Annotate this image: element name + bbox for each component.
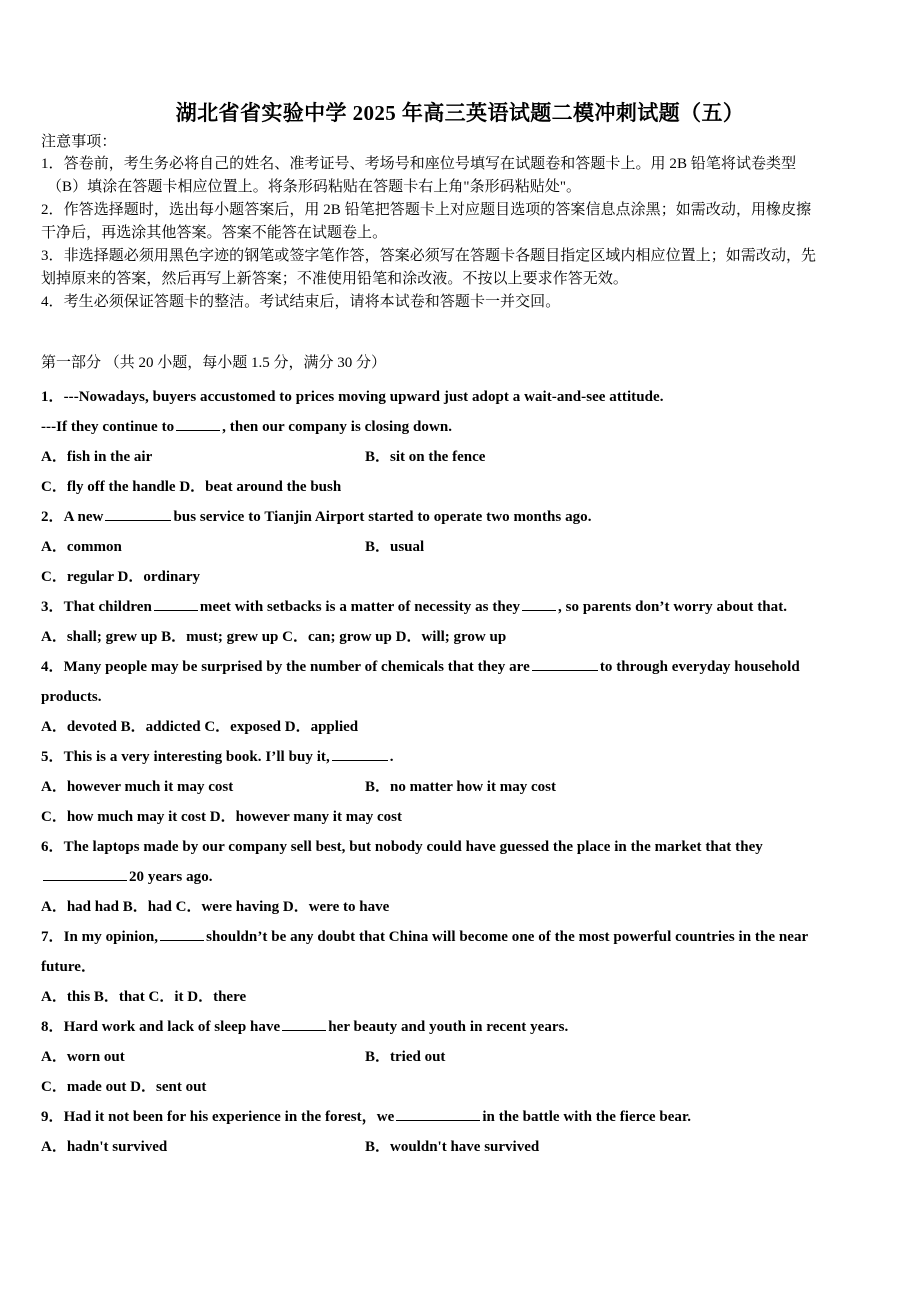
stem-text: 8．Hard work and lack of sleep have: [41, 1019, 281, 1035]
question-stem: [41, 922, 886, 952]
notice-block: [41, 131, 881, 314]
option-row: [41, 1132, 886, 1162]
answer-blank: [154, 597, 198, 611]
answer-blank: [282, 1017, 326, 1031]
stem-text: in the battle with the fierce bear.: [482, 1109, 692, 1125]
stem-text: 4．Many people may be surprised by the number of chemicals that they are: [41, 659, 530, 675]
notice-line: 3．非选择题必须用黑色字迹的钢笔或签字笔作答，答案必须写在答题卡各题目指定区域内相应位置上；如需改动，先: [41, 248, 817, 264]
notice-line: 干净后，再选涂其他答案。答案不能答在试题卷上。: [41, 225, 388, 241]
option-b[interactable]: B．sit on the fence: [365, 449, 486, 465]
question-stem: [41, 652, 886, 682]
option-a[interactable]: A．common: [41, 539, 122, 555]
question-stem: [41, 1102, 886, 1132]
option-cd[interactable]: C．made out D．sent out: [41, 1079, 207, 1095]
option-b[interactable]: B．wouldn't have survived: [365, 1139, 540, 1155]
notice-line: 4．考生必须保证答题卡的整洁。考试结束后，请将本试卷和答题卡一并交回。: [41, 294, 561, 310]
notice-line: 2．作答选择题时，选出每小题答案后，用 2B 铅笔把答题卡上对应题目选项的答案信息点涂黑；如需改动，用橡皮擦: [41, 202, 812, 218]
option-a[interactable]: A．worn out: [41, 1049, 125, 1065]
option-row: [41, 1072, 886, 1102]
notice-line: （B）填涂在答题卡相应位置上。将条形码粘贴在答题卡右上角"条形码粘贴处"。: [47, 179, 582, 195]
option-row: [41, 982, 886, 1012]
answer-blank: [522, 597, 556, 611]
stem-text: .: [389, 749, 394, 765]
question-stem: [41, 592, 886, 622]
section-heading: 第一部分 （共 20 小题，每小题 1.5 分，满分 30 分）: [41, 355, 387, 371]
notice-heading: 注意事项：: [41, 134, 117, 150]
stem-text: 7．In my opinion,: [41, 929, 159, 945]
question-stem-cont: products.: [41, 689, 102, 705]
question-stem: [41, 412, 886, 442]
option-row: [41, 712, 886, 742]
stem-text: her beauty and youth in recent years.: [328, 1019, 569, 1035]
option-a[interactable]: A．however much it may cost: [41, 779, 234, 795]
answer-blank: [332, 747, 388, 761]
option-abcd[interactable]: A．had had B．had C．were having D．were to have: [41, 899, 390, 915]
page-title: 湖北省省实验中学 2025 年高三英语试题二模冲刺试题（五）: [175, 101, 745, 125]
option-b[interactable]: B．no matter how it may cost: [365, 779, 556, 795]
stem-text: ---If they continue to: [41, 419, 175, 435]
stem-text: , then our company is closing down.: [222, 419, 453, 435]
stem-text: , so parents don’t worry about that.: [558, 599, 788, 615]
option-b[interactable]: B．tried out: [365, 1049, 446, 1065]
answer-blank: [105, 507, 171, 521]
notice-line: 1．答卷前，考生务必将自己的姓名、准考证号、考场号和座位号填写在试题卷和答题卡上。用 2B 铅笔将试卷类型: [41, 156, 797, 172]
question-stem: [41, 742, 886, 772]
question-stem: 6．The laptops made by our company sell best, but nobody could have guessed the place in the market that they: [41, 839, 763, 855]
option-cd[interactable]: C．fly off the handle D．beat around the bush: [41, 479, 342, 495]
stem-text: 5．This is a very interesting book. I’ll buy it,: [41, 749, 330, 765]
option-row: [41, 562, 886, 592]
answer-blank: [396, 1107, 480, 1121]
question-stem-cont: future．: [41, 959, 97, 975]
notice-line: 划掉原来的答案，然后再写上新答案；不准使用铅笔和涂改液。不按以上要求作答无效。: [41, 271, 628, 287]
option-row: [41, 472, 886, 502]
stem-text: shouldn’t be any doubt that China will become one of the most powerful countries in the near: [206, 929, 809, 945]
stem-text: 3．That children: [41, 599, 152, 615]
option-row: [41, 802, 886, 832]
option-b[interactable]: B．usual: [365, 539, 425, 555]
stem-text: bus service to Tianjin Airport started to operate two months ago.: [173, 509, 592, 525]
option-a[interactable]: A．fish in the air: [41, 449, 153, 465]
option-row: [41, 772, 886, 802]
answer-blank: [176, 417, 220, 431]
question-stem-cont: [41, 862, 886, 892]
option-cd[interactable]: C．regular D．ordinary: [41, 569, 201, 585]
stem-text: meet with setbacks is a matter of necessity as they: [199, 599, 521, 615]
stem-text: 9．Had it not been for his experience in the forest，we: [41, 1109, 395, 1125]
option-cd[interactable]: C．how much may it cost D．however many it may cost: [41, 809, 402, 825]
option-row: [41, 1042, 886, 1072]
option-abcd[interactable]: A．devoted B．addicted C．exposed D．applied: [41, 719, 359, 735]
option-abcd[interactable]: A．shall; grew up B．must; grew up C．can; grow up D．will; grow up: [41, 629, 507, 645]
option-row: [41, 442, 886, 472]
option-a[interactable]: A．hadn't survived: [41, 1139, 168, 1155]
option-row: [41, 622, 886, 652]
question-stem: [41, 502, 886, 532]
option-row: [41, 892, 886, 922]
stem-text: 2．A new: [41, 509, 104, 525]
option-row: [41, 532, 886, 562]
question-stem: [41, 1012, 886, 1042]
answer-blank: [160, 927, 204, 941]
stem-text: 20 years ago.: [129, 869, 213, 885]
answer-blank: [43, 867, 127, 881]
question-stem: 1．---Nowadays, buyers accustomed to prices moving upward just adopt a wait-and-see attitude.: [41, 389, 664, 405]
option-abcd[interactable]: A．this B．that C．it D．there: [41, 989, 247, 1005]
questions-container: [41, 382, 886, 1162]
answer-blank: [532, 657, 598, 671]
stem-text: to through everyday household: [599, 659, 800, 675]
